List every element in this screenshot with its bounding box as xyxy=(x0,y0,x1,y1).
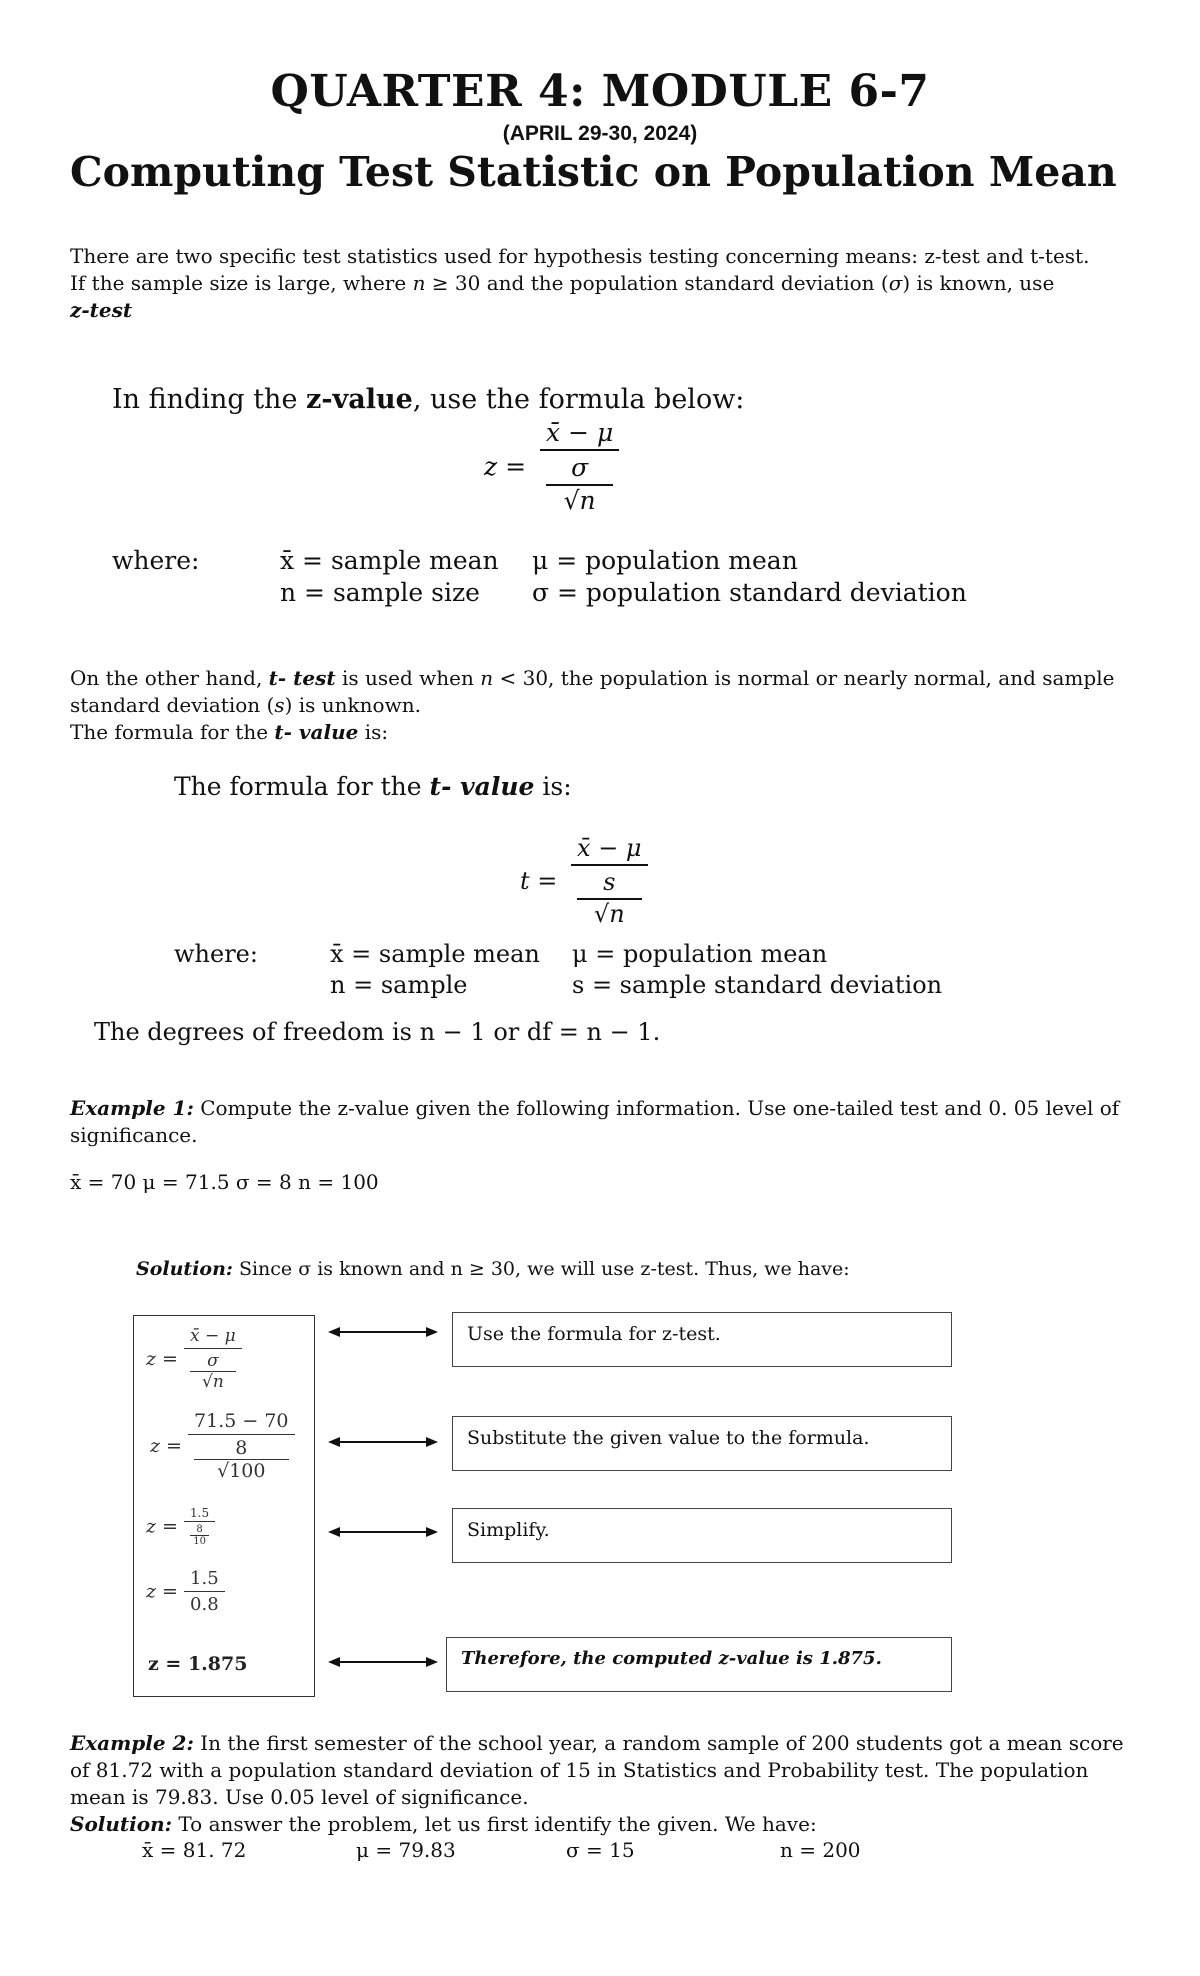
calc-result: z = 1.875 xyxy=(148,1653,248,1675)
given-xbar: x̄ = 81. 72 xyxy=(142,1838,247,1862)
example1-given: x̄ = 70 μ = 71.5 σ = 8 n = 100 xyxy=(70,1170,379,1194)
t-def-mu: μ = population mean xyxy=(572,940,828,968)
given-mu: μ = 79.83 xyxy=(356,1838,456,1862)
t-lead: The formula for the t- value is: xyxy=(174,772,572,801)
double-arrow-icon xyxy=(328,1324,438,1340)
page-title: Computing Test Statistic on Population Mean xyxy=(70,148,1117,196)
t-intro-paragraph: On the other hand, t- test is used when n < 30, the population is normal or nearly normal, and sample standard deviation (s) is unknown. The formula for the t- value is: xyxy=(70,666,1115,744)
step-box-formula: Use the formula for z-test. xyxy=(452,1312,952,1367)
t-def-xbar: x̄ = sample mean xyxy=(330,940,540,968)
intro-paragraph: There are two specific test statistics used for hypothesis testing concerning means: z-test and t-test. If the sample size is large, where n ≥ 30 and the population standard deviation (σ) is known, use z-test xyxy=(70,244,1090,322)
step-box-simplify: Simplify. xyxy=(452,1508,952,1563)
z-lead: In finding the z-value, use the formula below: xyxy=(112,384,745,415)
z-where-label: where: xyxy=(112,546,200,575)
step-box-conclusion: Therefore, the computed z-value is 1.875. xyxy=(446,1637,952,1692)
def-n: n = sample size xyxy=(280,578,480,607)
double-arrow-icon xyxy=(328,1654,438,1670)
example1-solution: Solution: Since σ is known and n ≥ 30, we will use z-test. Thus, we have: xyxy=(136,1258,850,1280)
given-sigma: σ = 15 xyxy=(566,1838,635,1862)
example1-prompt: Example 1: Compute the z-value given the following information. Use one-tailed test and 0. 05 level of significance. xyxy=(70,1096,1120,1147)
t-def-n: n = sample xyxy=(330,971,468,999)
t-formula: t = x̄ − μ s √n xyxy=(520,834,648,928)
calc-step-3: z = 1.5 8 10 xyxy=(146,1506,215,1547)
calc-step-1: z = x̄ − μ σ √n xyxy=(146,1326,242,1392)
ztest-label: z-test xyxy=(70,298,133,322)
double-arrow-icon xyxy=(328,1524,438,1540)
z-formula: z = x̄ − μ σ √n xyxy=(484,418,619,515)
module-heading: QUARTER 4: MODULE 6-7 xyxy=(270,66,930,117)
double-arrow-icon xyxy=(328,1434,438,1450)
intro-line-1: There are two specific test statistics used for hypothesis testing concerning means: z-test and t-test. xyxy=(70,244,1090,268)
calc-step-4: z = $\frac{1.5}{0.8}$ xyxy=(146,1568,225,1615)
def-sigma: σ = population standard deviation xyxy=(532,578,967,607)
step-box-substitute: Substitute the given value to the formula. xyxy=(452,1416,952,1471)
example2-prompt: Example 2: In the first semester of the school year, a random sample of 200 students got a mean score of 81.72 with a population standard deviation of 15 in Statistics and Probability test. The population mean is 79.83. Use 0.05 level of significance. Solution: To answer the problem, let us first identify the given. We have: xyxy=(70,1731,1124,1836)
module-date: (APRIL 29-30, 2024) xyxy=(502,122,698,145)
t-where-label: where: xyxy=(174,940,258,968)
calc-step-2: z = 71.5 − 70 8 √100 xyxy=(150,1410,295,1482)
given-n: n = 200 xyxy=(780,1838,861,1862)
def-xbar: x̄ = sample mean xyxy=(280,546,499,575)
def-mu: μ = population mean xyxy=(532,546,798,575)
t-def-s: s = sample standard deviation xyxy=(572,971,943,999)
degrees-of-freedom: The degrees of freedom is n − 1 or df = n − 1. xyxy=(94,1018,661,1046)
